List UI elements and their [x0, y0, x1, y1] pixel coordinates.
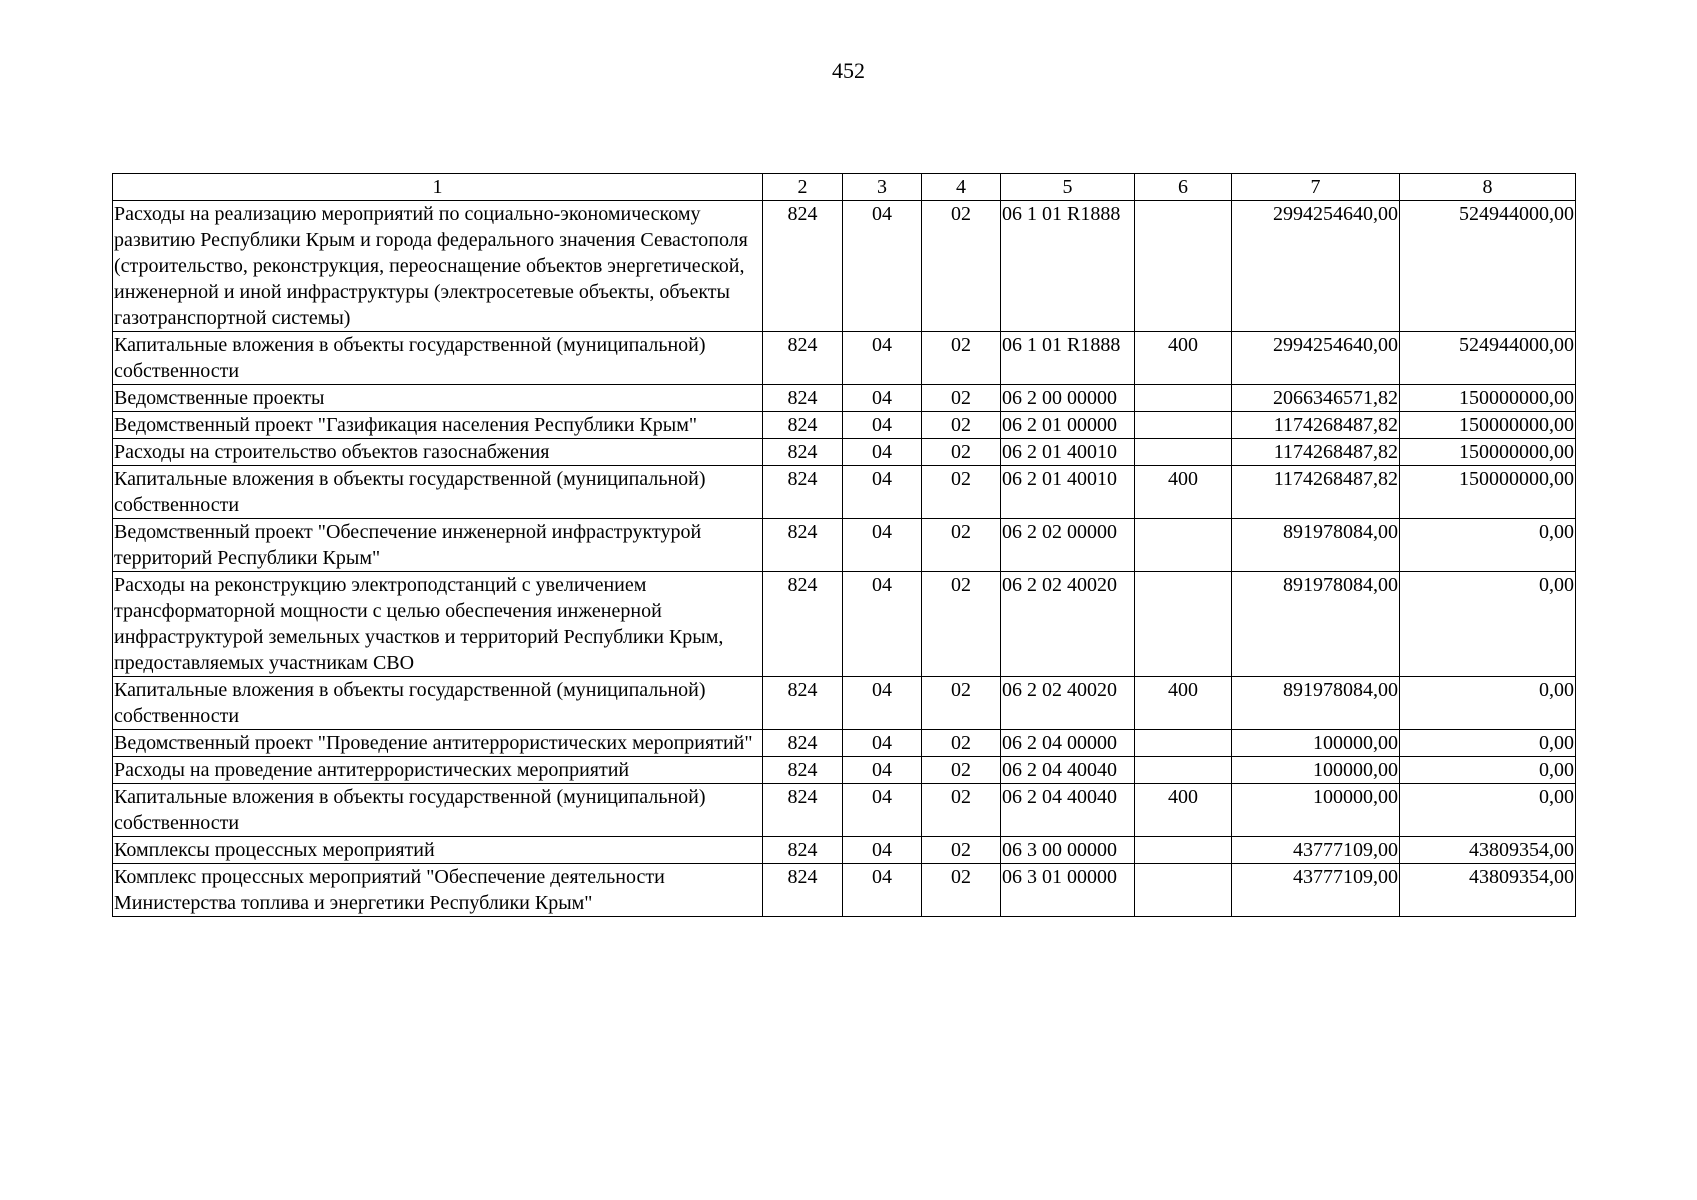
subsection-code: 02 [922, 757, 1001, 784]
header-col-1: 1 [113, 174, 763, 201]
amount-year-2: 43809354,00 [1400, 864, 1576, 917]
amount-year-2: 524944000,00 [1400, 201, 1576, 332]
expense-type-code [1135, 412, 1232, 439]
section-code: 04 [843, 439, 922, 466]
amount-year-2: 150000000,00 [1400, 412, 1576, 439]
amount-year-2: 150000000,00 [1400, 466, 1576, 519]
expense-type-code [1135, 385, 1232, 412]
amount-year-1: 43777109,00 [1232, 837, 1400, 864]
subsection-code: 02 [922, 784, 1001, 837]
amount-year-2: 43809354,00 [1400, 837, 1576, 864]
expense-name: Ведомственный проект "Проведение антитеррористических мероприятий" [113, 730, 763, 757]
header-col-6: 6 [1135, 174, 1232, 201]
header-col-2: 2 [763, 174, 843, 201]
table-row [113, 757, 1576, 784]
expense-type-code [1135, 864, 1232, 917]
table-row [113, 677, 1576, 730]
header-col-3: 3 [843, 174, 922, 201]
expense-name: Комплекс процессных мероприятий "Обеспечение деятельности Министерства топлива и энергетики Республики Крым" [113, 864, 763, 917]
subsection-code: 02 [922, 864, 1001, 917]
section-code: 04 [843, 757, 922, 784]
table-row [113, 784, 1576, 837]
target-article-code: 06 1 01 R1888 [1001, 201, 1135, 332]
amount-year-2: 0,00 [1400, 784, 1576, 837]
amount-year-2: 0,00 [1400, 730, 1576, 757]
table-row [113, 201, 1576, 332]
subsection-code: 02 [922, 837, 1001, 864]
target-article-code: 06 3 01 00000 [1001, 864, 1135, 917]
section-code: 04 [843, 332, 922, 385]
expense-type-code [1135, 837, 1232, 864]
grs-code: 824 [763, 864, 843, 917]
header-col-5: 5 [1001, 174, 1135, 201]
subsection-code: 02 [922, 572, 1001, 677]
table-row [113, 572, 1576, 677]
table-row [113, 730, 1576, 757]
table-row [113, 466, 1576, 519]
expense-type-code: 400 [1135, 466, 1232, 519]
subsection-code: 02 [922, 466, 1001, 519]
target-article-code: 06 2 02 00000 [1001, 519, 1135, 572]
expense-name: Расходы на строительство объектов газоснабжения [113, 439, 763, 466]
expense-name: Капитальные вложения в объекты государственной (муниципальной) собственности [113, 784, 763, 837]
expense-type-code [1135, 730, 1232, 757]
amount-year-1: 2994254640,00 [1232, 201, 1400, 332]
section-code: 04 [843, 466, 922, 519]
expense-name: Ведомственные проекты [113, 385, 763, 412]
section-code: 04 [843, 385, 922, 412]
amount-year-1: 2066346571,82 [1232, 385, 1400, 412]
grs-code: 824 [763, 837, 843, 864]
expense-name: Ведомственный проект "Обеспечение инженерной инфраструктурой территорий Республики Крым" [113, 519, 763, 572]
expense-name: Капитальные вложения в объекты государственной (муниципальной) собственности [113, 677, 763, 730]
subsection-code: 02 [922, 201, 1001, 332]
expense-type-code: 400 [1135, 677, 1232, 730]
section-code: 04 [843, 864, 922, 917]
section-code: 04 [843, 412, 922, 439]
expense-type-code: 400 [1135, 332, 1232, 385]
table-row [113, 439, 1576, 466]
grs-code: 824 [763, 332, 843, 385]
target-article-code: 06 1 01 R1888 [1001, 332, 1135, 385]
target-article-code: 06 2 01 40010 [1001, 466, 1135, 519]
amount-year-2: 524944000,00 [1400, 332, 1576, 385]
amount-year-2: 150000000,00 [1400, 439, 1576, 466]
amount-year-1: 1174268487,82 [1232, 439, 1400, 466]
amount-year-1: 891978084,00 [1232, 677, 1400, 730]
amount-year-1: 100000,00 [1232, 730, 1400, 757]
table-row [113, 412, 1576, 439]
amount-year-1: 100000,00 [1232, 757, 1400, 784]
table-header-row [113, 174, 1576, 201]
grs-code: 824 [763, 385, 843, 412]
section-code: 04 [843, 837, 922, 864]
grs-code: 824 [763, 201, 843, 332]
section-code: 04 [843, 784, 922, 837]
grs-code: 824 [763, 466, 843, 519]
grs-code: 824 [763, 784, 843, 837]
expense-type-code [1135, 201, 1232, 332]
amount-year-1: 43777109,00 [1232, 864, 1400, 917]
expense-type-code: 400 [1135, 784, 1232, 837]
expense-type-code [1135, 757, 1232, 784]
table-row [113, 332, 1576, 385]
subsection-code: 02 [922, 519, 1001, 572]
amount-year-2: 0,00 [1400, 757, 1576, 784]
table-row [113, 519, 1576, 572]
target-article-code: 06 3 00 00000 [1001, 837, 1135, 864]
amount-year-1: 891978084,00 [1232, 519, 1400, 572]
target-article-code: 06 2 00 00000 [1001, 385, 1135, 412]
target-article-code: 06 2 04 40040 [1001, 784, 1135, 837]
expense-name: Ведомственный проект "Газификация населения Республики Крым" [113, 412, 763, 439]
grs-code: 824 [763, 572, 843, 677]
amount-year-1: 100000,00 [1232, 784, 1400, 837]
target-article-code: 06 2 04 00000 [1001, 730, 1135, 757]
amount-year-1: 891978084,00 [1232, 572, 1400, 677]
expense-name: Расходы на реконструкцию электроподстанций с увеличением трансформаторной мощности с целью обеспечения инженерной инфраструктурой земельных участков и территорий Республики Крым, предоставляемых участникам СВО [113, 572, 763, 677]
amount-year-2: 0,00 [1400, 572, 1576, 677]
target-article-code: 06 2 01 00000 [1001, 412, 1135, 439]
expense-name: Комплексы процессных мероприятий [113, 837, 763, 864]
expense-name: Расходы на проведение антитеррористических мероприятий [113, 757, 763, 784]
expense-type-code [1135, 572, 1232, 677]
grs-code: 824 [763, 677, 843, 730]
target-article-code: 06 2 02 40020 [1001, 572, 1135, 677]
subsection-code: 02 [922, 439, 1001, 466]
subsection-code: 02 [922, 730, 1001, 757]
subsection-code: 02 [922, 677, 1001, 730]
grs-code: 824 [763, 439, 843, 466]
target-article-code: 06 2 02 40020 [1001, 677, 1135, 730]
amount-year-1: 1174268487,82 [1232, 412, 1400, 439]
target-article-code: 06 2 04 40040 [1001, 757, 1135, 784]
amount-year-2: 0,00 [1400, 519, 1576, 572]
amount-year-2: 150000000,00 [1400, 385, 1576, 412]
table-row [113, 385, 1576, 412]
grs-code: 824 [763, 730, 843, 757]
subsection-code: 02 [922, 385, 1001, 412]
expense-type-code [1135, 519, 1232, 572]
grs-code: 824 [763, 519, 843, 572]
target-article-code: 06 2 01 40010 [1001, 439, 1135, 466]
page-number: 452 [832, 58, 865, 83]
header-col-8: 8 [1400, 174, 1576, 201]
section-code: 04 [843, 572, 922, 677]
amount-year-1: 1174268487,82 [1232, 466, 1400, 519]
section-code: 04 [843, 730, 922, 757]
section-code: 04 [843, 677, 922, 730]
header-col-4: 4 [922, 174, 1001, 201]
expense-type-code [1135, 439, 1232, 466]
section-code: 04 [843, 519, 922, 572]
table-row [113, 864, 1576, 917]
section-code: 04 [843, 201, 922, 332]
budget-table [112, 173, 1576, 917]
expense-name: Капитальные вложения в объекты государственной (муниципальной) собственности [113, 466, 763, 519]
subsection-code: 02 [922, 332, 1001, 385]
subsection-code: 02 [922, 412, 1001, 439]
expense-name: Расходы на реализацию мероприятий по социально-экономическому развитию Республики Крым и города федерального значения Севастополя (строительство, реконструкция, переоснащение объектов энергетической, инженерной и иной инфраструктуры (электросетевые объекты, объекты газотранспортной системы) [113, 201, 763, 332]
amount-year-1: 2994254640,00 [1232, 332, 1400, 385]
table-row [113, 837, 1576, 864]
expense-name: Капитальные вложения в объекты государственной (муниципальной) собственности [113, 332, 763, 385]
grs-code: 824 [763, 412, 843, 439]
amount-year-2: 0,00 [1400, 677, 1576, 730]
header-col-7: 7 [1232, 174, 1400, 201]
grs-code: 824 [763, 757, 843, 784]
